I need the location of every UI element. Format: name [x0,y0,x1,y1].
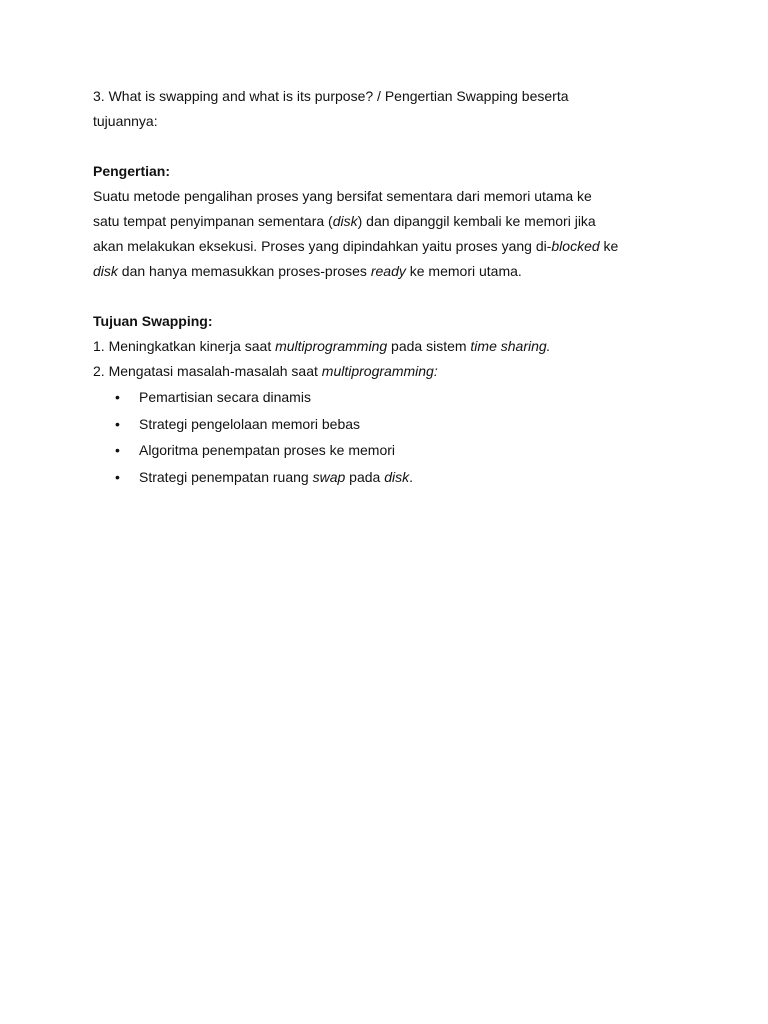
text-run: 2. Mengatasi masalah-masalah saat [93,363,322,379]
emphasis-disk: disk [384,468,410,485]
bullet-icon: • [115,415,120,432]
list-item-text: Algoritma penempatan proses ke memori [139,442,396,458]
list-item-text: Strategi pengelolaan memori bebas [139,415,361,432]
bullet-list [93,384,693,490]
emphasis-disk: disk [93,263,118,279]
text-run: satu tempat penyimpanan sementara ( [93,213,333,229]
list-item-text: Pemartisian secara dinamis [139,389,311,405]
spacer [93,284,693,309]
list-item-text [139,469,413,485]
text-run: akan melakukan eksekusi. Proses yang dipindahkan yaitu proses yang di- [93,238,552,254]
definition-line-2 [93,209,693,234]
text-run: . [409,468,413,485]
text-run: 1. Meningkatkan kinerja saat [93,338,276,354]
text-run: dan hanya memasukkan proses-proses [117,263,371,279]
question-line-1: 3. What is swapping and what is its purpose? / Pengertian Swapping beserta [93,88,569,104]
emphasis-ready: ready [370,263,406,279]
bullet-icon: • [115,442,120,458]
purpose-item-2 [93,359,693,384]
definition-heading: Pengertian: [93,163,171,179]
emphasis-multiprogramming: multiprogramming [275,338,388,354]
text-run: ) dan dipanggil kembali ke memori jika [357,213,596,229]
spacer [93,134,693,159]
text-run: ke [599,238,619,254]
list-item [93,411,693,438]
emphasis-disk: disk [332,213,358,229]
emphasis-time-sharing: time sharing. [470,338,551,354]
list-item [93,464,693,491]
emphasis-swap: swap [312,468,346,485]
text-run: pada [345,468,385,485]
list-item [93,384,693,411]
purpose-heading: Tujuan Swapping: [93,313,213,329]
text-run: Strategi penempatan ruang [139,468,313,485]
text-run: pada sistem [387,338,471,354]
definition-line-3 [93,234,693,259]
text-run: ke memori utama. [405,263,522,279]
emphasis-blocked: blocked [551,238,600,254]
purpose-item-1 [93,334,693,359]
emphasis-multiprogramming: multiprogramming: [321,363,438,379]
list-item [93,437,693,464]
definition-line-4 [93,259,693,284]
definition-line-1: Suatu metode pengalihan proses yang bersifat sementara dari memori utama ke [93,188,592,204]
document-page [93,84,693,490]
question-line-2: tujuannya: [93,113,158,129]
bullet-icon: • [115,468,120,485]
bullet-icon: • [115,389,120,405]
